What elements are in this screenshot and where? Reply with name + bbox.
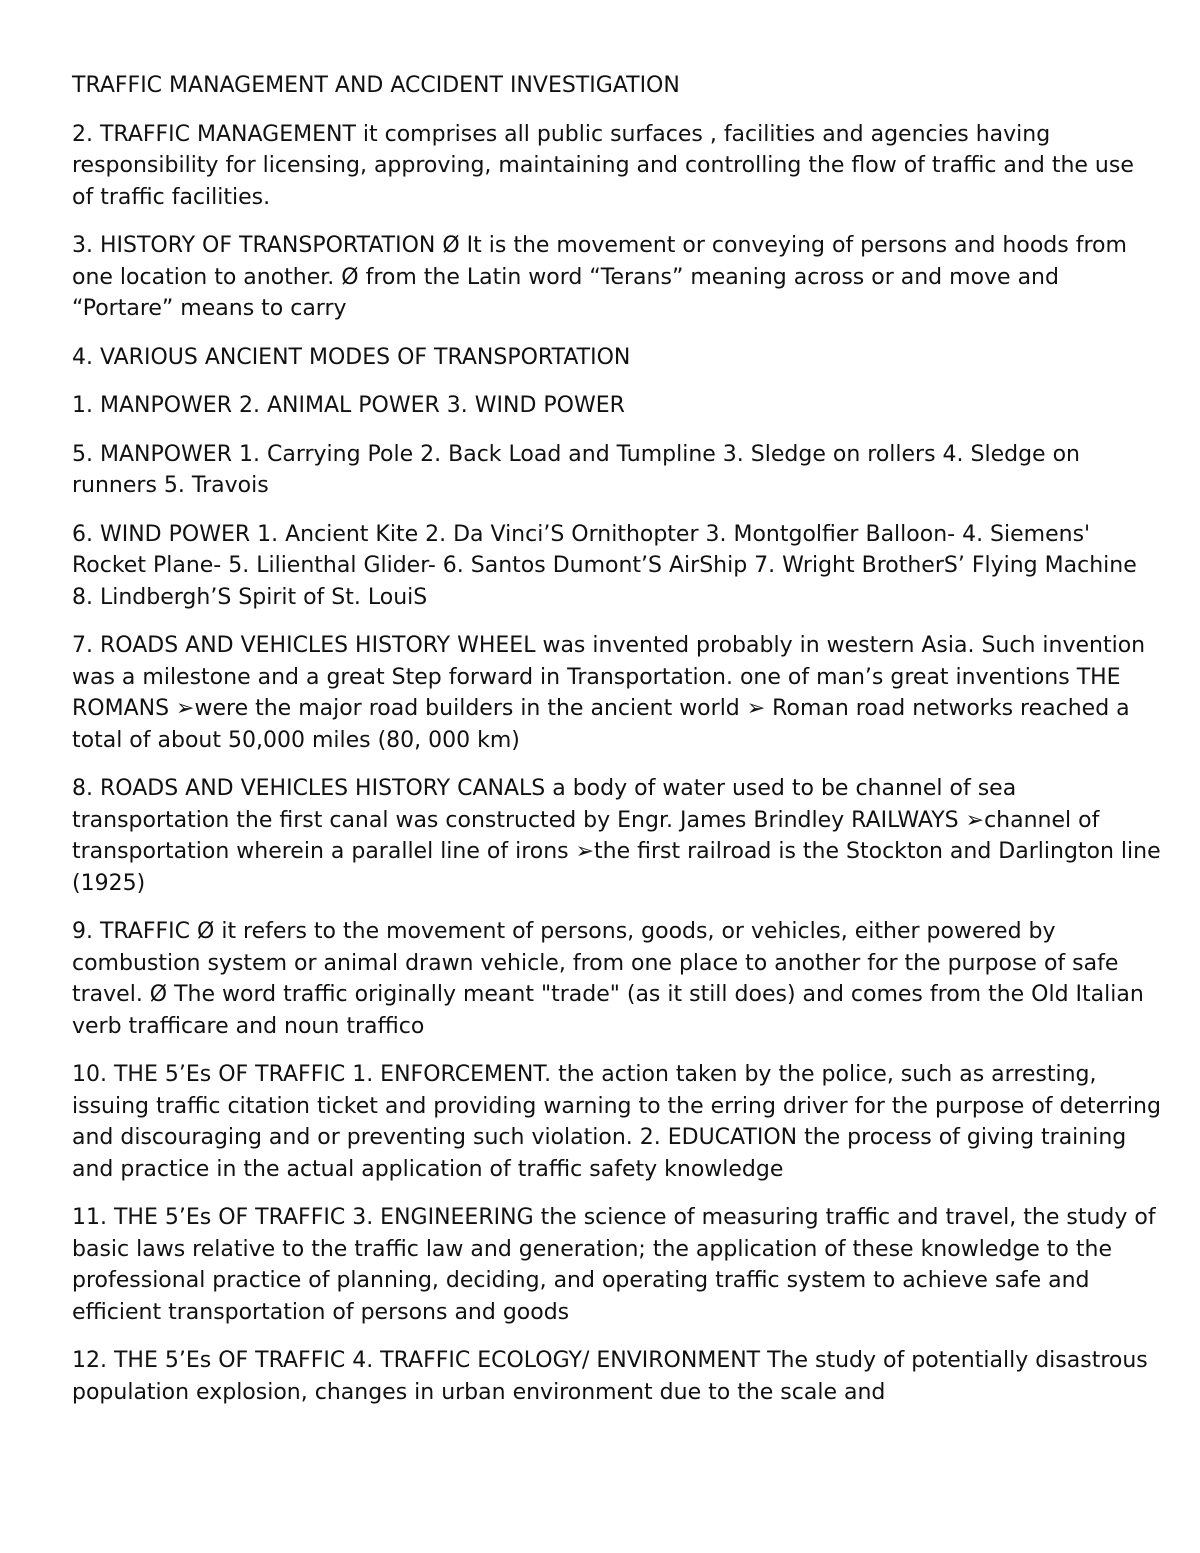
paragraph-5es-ecology: 12. THE 5’Es OF TRAFFIC 4. TRAFFIC ECOLOGY/ ENVIRONMENT The study of potentially disastrous population explosion, changes in urban environment due to the scale and [72, 1348, 1148, 1405]
paragraph-traffic-management: 2. TRAFFIC MANAGEMENT it comprises all public surfaces , facilities and agencies having responsibility for licensing, approving, maintaining and controlling the flow of traffic and the use of traffic facilities. [72, 121, 1134, 210]
paragraph-traffic-definition: 9. TRAFFIC Ø it refers to the movement of persons, goods, or vehicles, either powered by combustion system or animal drawn vehicle, from one place to another for the purpose of safe travel. Ø The word traffic originally meant "trade" (as it still does) and comes from the Old Italian verb trafficare and noun traffico [72, 919, 1144, 1039]
paragraph-5es-enforcement-education: 10. THE 5’Es OF TRAFFIC 1. ENFORCEMENT. the action taken by the police, such as arresting, issuing traffic citation ticket and providing warning to the erring driver for the purpose of deterring and discouraging and or preventing such violation. 2. EDUCATION the process of giving training and practice in the actual application of traffic safety knowledge [72, 1062, 1161, 1182]
paragraph-wind-power: 6. WIND POWER 1. Ancient Kite 2. Da Vinci’S Ornithopter 3. Montgolfier Balloon- 4. Siemens' Rocket Plane- 5. Lilienthal Glider- 6. Santos Dumont’S AirShip 7. Wright BrotherS’ Flying Machine 8. Lindbergh’S Spirit of St. LouiS [72, 521, 1137, 610]
paragraph-power-list: 1. MANPOWER 2. ANIMAL POWER 3. WIND POWER [72, 393, 625, 418]
document-title: TRAFFIC MANAGEMENT AND ACCIDENT INVESTIGATION [72, 73, 680, 98]
paragraph-5es-engineering: 11. THE 5’Es OF TRAFFIC 3. ENGINEERING the science of measuring traffic and travel, the study of basic laws relative to the traffic law and generation; the application of these knowledge to the professional practice of planning, deciding, and operating traffic system to achieve safe and efficient transportation of persons and goods [72, 1205, 1156, 1325]
paragraph-ancient-modes: 4. VARIOUS ANCIENT MODES OF TRANSPORTATION [72, 344, 631, 370]
paragraph-roads-canals: 8. ROADS AND VEHICLES HISTORY CANALS a body of water used to be channel of sea transportation the first canal was constructed by Engr. James Brindley RAILWAYS ➢channel of transportation wherein a parallel line of irons ➢the first railroad is the Stockton and Darlington line (1925) [72, 776, 1161, 896]
paragraph-manpower: 5. MANPOWER 1. Carrying Pole 2. Back Load and Tumpline 3. Sledge on rollers 4. Sledge on runners 5. Travois [72, 441, 1080, 498]
document-page [72, 70, 1162, 1425]
paragraph-roads-wheel: 7. ROADS AND VEHICLES HISTORY WHEEL was invented probably in western Asia. Such invention was a milestone and a great Step forward in Transportation. one of man’s great inventions THE ROMANS ➢were the major road builders in the ancient world ➢ Roman road networks reached a total of about 50,000 miles (80, 000 km) [72, 633, 1146, 753]
paragraph-history-of-transportation: 3. HISTORY OF TRANSPORTATION Ø It is the movement or conveying of persons and hoods from one location to another. Ø from the Latin word “Terans” meaning across or and move and “Portare” means to carry [72, 233, 1127, 321]
